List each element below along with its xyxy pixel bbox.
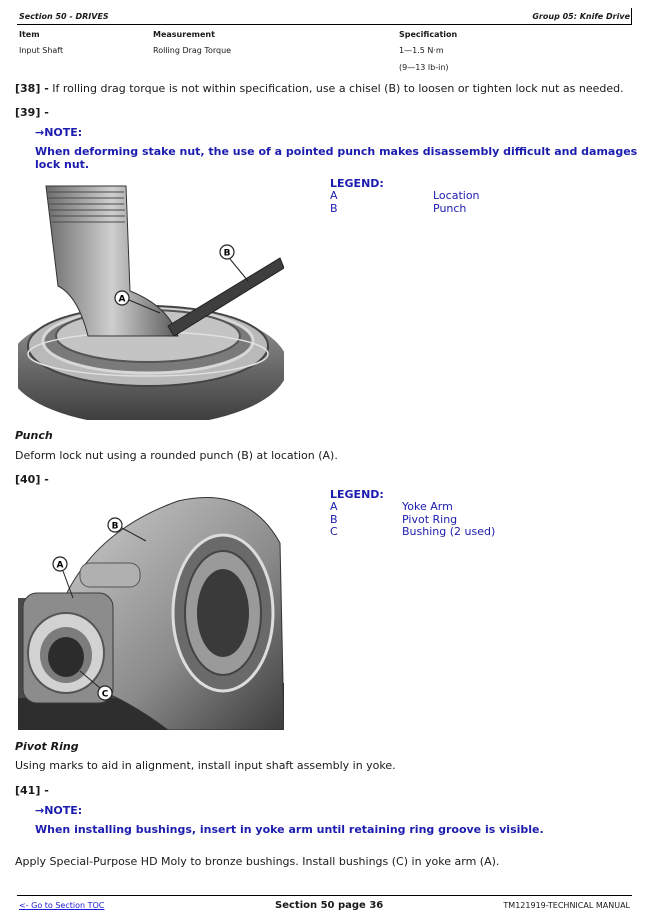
legend-40-value-b: Pivot Ring — [402, 513, 458, 526]
legend-40-value-a: Yoke Arm — [402, 500, 453, 513]
section-title: Section 50 - DRIVES — [19, 12, 109, 21]
legend-39-value-b: Punch — [433, 202, 467, 215]
step-40-text: Using marks to aid in alignment, install input shaft assembly in yoke. — [15, 759, 396, 772]
punch-photo — [18, 176, 284, 420]
legend-40-key-a: A — [330, 500, 338, 513]
step-41-text: Apply Special-Purpose HD Moly to bronze bushings. Install bushings (C) in yoke arm (A). — [15, 855, 500, 868]
pivot-ring-illustration — [18, 493, 284, 730]
step-40-number: [40] - — [15, 473, 49, 486]
callout-b-label-40: B — [111, 521, 119, 532]
legend-39-value-a: Location — [433, 189, 480, 202]
section-toc-link[interactable]: <- Go to Section TOC — [19, 901, 105, 910]
footer-rule — [17, 895, 632, 896]
spec-col-item: Item — [19, 30, 40, 39]
legend-40-value-c: Bushing (2 used) — [402, 525, 496, 538]
pivot-ring-photo — [18, 493, 284, 730]
step-38-number: [38] - — [15, 82, 49, 95]
punch-illustration — [18, 176, 284, 420]
header-rule — [17, 24, 632, 25]
group-title: Group 05: Knife Drive — [532, 12, 630, 21]
callout-b-label: B — [223, 248, 231, 259]
spec-cell-measurement: Rolling Drag Torque — [153, 46, 232, 55]
step-38-text: If rolling drag torque is not within specification, use a chisel (B) to loosen or tighten lock nut as needed. — [52, 82, 624, 95]
callout-a-label-40: A — [56, 560, 64, 571]
legend-40-key-b: B — [330, 513, 338, 526]
header-rule-tick — [631, 8, 632, 25]
step-38 — [15, 82, 624, 95]
spec-col-specification: Specification — [399, 30, 458, 39]
legend-title-40: LEGEND: — [330, 488, 384, 501]
spec-cell-value-imperial: (9—13 lb-in) — [399, 63, 449, 72]
legend-title-39: LEGEND: — [330, 177, 384, 190]
legend-40-key-c: C — [330, 525, 338, 538]
spec-cell-item: Input Shaft — [19, 46, 64, 55]
step-39-number: [39] - — [15, 106, 49, 119]
manual-id: TM121919-TECHNICAL MANUAL — [503, 901, 630, 910]
legend-39-key-b: B — [330, 202, 338, 215]
step-39-text: Deform lock nut using a rounded punch (B) at location (A). — [15, 449, 338, 462]
caption-punch: Punch — [15, 429, 53, 442]
note-text: When deforming stake nut, the use of a pointed punch makes disassembly difficult and damages lock nut. — [35, 145, 638, 171]
step-41-number: [41] - — [15, 784, 49, 797]
note-label: →NOTE: — [35, 126, 83, 139]
legend-39-key-a: A — [330, 189, 338, 202]
note-label-41: →NOTE: — [35, 804, 83, 817]
caption-pivot-ring: Pivot Ring — [15, 740, 79, 753]
callout-a-label: A — [118, 294, 126, 305]
spec-col-measurement: Measurement — [153, 30, 215, 39]
spec-cell-value: 1—1.5 N·m — [399, 46, 444, 55]
note-text-41: When installing bushings, insert in yoke arm until retaining ring groove is visible. — [35, 823, 544, 836]
page-number: Section 50 page 36 — [275, 900, 384, 911]
callout-c-label-40: C — [101, 689, 109, 700]
